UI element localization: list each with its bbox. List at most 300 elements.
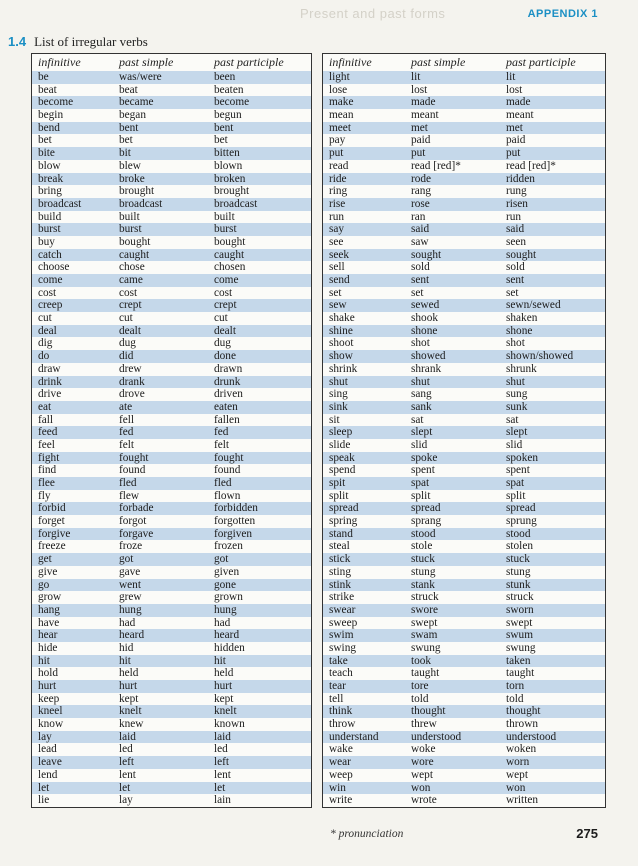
table-row [32, 363, 311, 376]
section-number: 1.4 [8, 34, 27, 49]
table-row [32, 705, 311, 718]
cell-past-participle: met [506, 121, 523, 134]
cell-past-simple: slept [411, 426, 433, 439]
cell-past-participle: swept [506, 616, 533, 629]
cell-past-participle: stolen [506, 540, 533, 553]
cell-past-simple: lost [411, 83, 428, 96]
cell-infinitive: cut [38, 312, 52, 325]
cell-infinitive: draw [38, 362, 61, 375]
cell-past-simple: thought [411, 705, 446, 718]
table-row [323, 249, 605, 262]
cell-past-participle: burst [214, 223, 237, 236]
cell-infinitive: begin [38, 109, 64, 122]
cell-past-participle: stung [506, 565, 531, 578]
cell-past-simple: broadcast [119, 197, 163, 210]
cell-past-participle: broadcast [214, 197, 258, 210]
cell-past-participle: come [214, 274, 239, 286]
cell-past-participle: chosen [214, 261, 246, 274]
cell-infinitive: lead [38, 743, 57, 756]
cell-past-simple: laid [119, 730, 136, 743]
cell-past-participle: dug [214, 337, 231, 350]
table-row [323, 502, 605, 515]
cell-past-simple: split [411, 489, 431, 502]
table-row [323, 528, 605, 541]
cell-past-participle: blown [214, 159, 243, 172]
cell-past-participle: sprung [506, 515, 537, 528]
cell-infinitive: slide [329, 438, 351, 451]
table-row [323, 591, 605, 604]
cell-past-participle: struck [506, 591, 534, 604]
cell-infinitive: hurt [38, 680, 57, 692]
cell-past-simple: wrote [411, 794, 437, 807]
cell-past-simple: told [411, 692, 429, 705]
cell-infinitive: beat [38, 83, 57, 96]
table-row [32, 693, 311, 706]
cell-past-simple: took [411, 654, 432, 667]
cell-past-participle: hidden [214, 641, 245, 654]
cell-infinitive: sit [329, 413, 340, 426]
table-row [323, 84, 605, 97]
cell-past-simple: dug [119, 337, 136, 350]
cell-past-simple: stole [411, 540, 433, 553]
table-row [32, 579, 311, 592]
cell-past-participle: been [214, 71, 236, 83]
cell-infinitive: fight [38, 451, 60, 464]
cell-past-simple: shrank [411, 362, 442, 375]
cell-past-simple: saw [411, 235, 429, 248]
table-row [323, 426, 605, 439]
cell-past-simple: said [411, 223, 430, 236]
cell-infinitive: broadcast [38, 197, 82, 210]
cell-past-simple: left [119, 756, 135, 769]
table-row [323, 122, 605, 135]
cell-past-simple: understood [411, 730, 462, 743]
cell-past-simple: read [red]* [411, 159, 461, 172]
cell-past-simple: made [411, 96, 436, 109]
cell-past-participle: fled [214, 477, 232, 489]
table-row [323, 756, 605, 769]
cell-infinitive: understand [329, 730, 379, 743]
cell-past-simple: froze [119, 540, 143, 553]
cell-past-simple: kept [119, 692, 139, 705]
cell-past-simple: fled [119, 477, 137, 489]
cell-past-simple: sang [411, 388, 432, 401]
cell-past-participle: fallen [214, 413, 240, 426]
cell-infinitive: win [329, 781, 346, 794]
cell-past-simple: spoke [411, 451, 438, 464]
cell-past-participle: told [506, 692, 524, 705]
table-row [32, 515, 311, 528]
table-row [32, 528, 311, 541]
table-row [323, 236, 605, 249]
cell-past-simple: stank [411, 578, 435, 591]
cell-past-simple: began [119, 109, 146, 122]
cell-infinitive: bet [38, 134, 52, 147]
cell-past-simple: met [411, 121, 428, 134]
cell-infinitive: bend [38, 121, 60, 134]
cell-infinitive: build [38, 210, 62, 223]
cell-past-participle: fought [214, 451, 244, 464]
table-row [32, 147, 311, 160]
cell-infinitive: buy [38, 235, 55, 248]
cell-infinitive: wake [329, 743, 353, 756]
cell-infinitive: give [38, 565, 58, 578]
cell-past-participle: given [214, 565, 240, 578]
table-row [323, 71, 605, 84]
cell-past-participle: swum [506, 629, 533, 642]
cell-past-simple: did [119, 350, 134, 363]
cell-past-simple: lent [119, 768, 136, 781]
table-row [323, 439, 605, 452]
table-body [32, 71, 311, 807]
table-row [32, 540, 311, 553]
cell-infinitive: lend [38, 768, 58, 781]
cell-infinitive: spit [329, 477, 346, 489]
cell-infinitive: think [329, 705, 353, 718]
cell-past-participle: built [214, 210, 235, 223]
cell-infinitive: swim [329, 629, 354, 642]
cell-infinitive: do [38, 350, 50, 363]
table-row [32, 439, 311, 452]
cell-past-participle: torn [506, 680, 525, 692]
table-row [32, 84, 311, 97]
cell-past-participle: set [506, 286, 519, 299]
table-row [323, 617, 605, 630]
table-row [323, 655, 605, 668]
cell-past-simple: wore [411, 756, 434, 769]
table-row [32, 249, 311, 262]
cell-past-simple: bet [119, 134, 133, 147]
cell-infinitive: forbid [38, 502, 66, 515]
cell-past-participle: laid [214, 730, 231, 743]
cell-past-participle: meant [506, 109, 534, 122]
table-row [323, 325, 605, 338]
cell-past-simple: hid [119, 641, 134, 654]
cell-infinitive: come [38, 274, 63, 286]
cell-past-simple: ate [119, 400, 133, 413]
cell-infinitive: have [38, 616, 60, 629]
cell-past-participle: spoken [506, 451, 539, 464]
cell-past-participle: caught [214, 248, 245, 261]
table-row [323, 185, 605, 198]
cell-past-participle: felt [214, 438, 230, 451]
cell-past-simple: set [411, 286, 424, 299]
table-row [32, 680, 311, 693]
cell-infinitive: spring [329, 515, 358, 528]
appendix-label: APPENDIX 1 [527, 8, 598, 20]
cell-infinitive: see [329, 235, 344, 248]
cell-past-participle: taught [506, 667, 535, 680]
cell-past-simple: ran [411, 210, 426, 223]
cell-infinitive: put [329, 147, 344, 160]
cell-infinitive: speak [329, 451, 355, 464]
cell-past-simple: became [119, 96, 154, 109]
table-row [32, 667, 311, 680]
cell-past-simple: shook [411, 312, 438, 325]
cell-past-simple: came [119, 274, 143, 286]
cell-infinitive: grow [38, 591, 62, 604]
cell-past-simple: sat [411, 413, 424, 426]
cell-infinitive: know [38, 718, 64, 731]
table-row [323, 376, 605, 389]
table-row [32, 122, 311, 135]
cell-past-participle: slept [506, 426, 528, 439]
table-row [323, 299, 605, 312]
cell-past-simple: spent [411, 464, 435, 477]
cell-past-simple: wept [411, 768, 433, 781]
page-number: 275 [576, 826, 598, 841]
cell-past-participle: stuck [506, 553, 530, 566]
cell-past-simple: bent [119, 121, 139, 134]
section-title: List of irregular verbs [34, 34, 148, 49]
cell-past-participle: dealt [214, 324, 236, 337]
cell-infinitive: become [38, 96, 74, 109]
table-row [323, 705, 605, 718]
table-row [323, 363, 605, 376]
table-row [32, 731, 311, 744]
cell-past-simple: rose [411, 197, 430, 210]
cell-past-simple: beat [119, 83, 138, 96]
table-row [323, 198, 605, 211]
cell-past-participle: spat [506, 477, 525, 489]
table-row [32, 782, 311, 795]
cell-past-participle: stunk [506, 578, 531, 591]
cell-past-participle: had [214, 616, 231, 629]
table-row [32, 477, 311, 490]
table-row [323, 388, 605, 401]
table-row [32, 185, 311, 198]
cell-past-simple: showed [411, 350, 446, 363]
cell-past-participle: put [506, 147, 521, 160]
table-row [32, 629, 311, 642]
table-row [32, 566, 311, 579]
cell-past-participle: risen [506, 197, 528, 210]
cell-past-simple: won [411, 781, 431, 794]
table-row [32, 261, 311, 274]
cell-past-simple: caught [119, 248, 150, 261]
cell-infinitive: hold [38, 667, 59, 680]
table-row [323, 109, 605, 122]
cell-past-participle: sung [506, 388, 528, 401]
cell-past-participle: said [506, 223, 525, 236]
cell-past-participle: gone [214, 578, 236, 591]
cell-past-participle: kept [214, 692, 234, 705]
cell-past-simple: hurt [119, 680, 138, 692]
table-row [323, 261, 605, 274]
cell-past-simple: held [119, 667, 139, 680]
cell-past-participle: shut [506, 375, 525, 388]
cell-infinitive: hide [38, 641, 58, 654]
cell-past-participle: lit [506, 71, 516, 83]
cell-infinitive: freeze [38, 540, 66, 553]
cell-infinitive: sting [329, 565, 351, 578]
cell-past-simple: shone [411, 324, 438, 337]
cell-infinitive: teach [329, 667, 353, 680]
cell-past-simple: struck [411, 591, 439, 604]
cell-infinitive: swing [329, 641, 356, 654]
cell-infinitive: hit [38, 654, 50, 667]
cell-past-participle: slid [506, 438, 523, 451]
cell-past-simple: broke [119, 172, 145, 185]
cell-infinitive: bring [38, 185, 62, 198]
cell-past-simple: cut [119, 312, 133, 325]
cell-past-participle: stood [506, 527, 531, 540]
table-row [323, 274, 605, 287]
cell-past-simple: hit [119, 654, 131, 667]
cell-past-participle: crept [214, 299, 237, 312]
cell-past-simple: slid [411, 438, 428, 451]
header-infinitive: infinitive [38, 55, 81, 69]
cell-infinitive: choose [38, 261, 70, 274]
cell-infinitive: fly [38, 489, 51, 502]
cell-infinitive: kneel [38, 705, 63, 718]
cell-infinitive: let [38, 781, 50, 794]
table-row [323, 223, 605, 236]
cell-infinitive: break [38, 172, 64, 185]
header-past-participle: past participle [506, 55, 576, 69]
cell-infinitive: spread [329, 502, 359, 515]
cell-past-participle: done [214, 350, 236, 363]
cell-past-simple: rode [411, 172, 432, 185]
table-row [32, 211, 311, 224]
cell-infinitive: sink [329, 400, 348, 413]
cell-past-participle: wept [506, 768, 528, 781]
cell-past-simple: stung [411, 565, 436, 578]
cell-infinitive: creep [38, 299, 63, 312]
table-row [32, 769, 311, 782]
cell-past-participle: let [214, 781, 226, 794]
cell-infinitive: run [329, 210, 345, 223]
cell-past-participle: driven [214, 388, 243, 401]
cell-past-participle: ridden [506, 172, 535, 185]
table-row [323, 743, 605, 756]
cell-past-simple: was/were [119, 71, 162, 83]
table-row [323, 173, 605, 186]
cell-past-simple: forbade [119, 502, 154, 515]
cell-past-simple: sold [411, 261, 430, 274]
table-row [32, 464, 311, 477]
table-row [32, 553, 311, 566]
table-row [323, 553, 605, 566]
cell-infinitive: mean [329, 109, 354, 122]
cell-infinitive: forgive [38, 527, 71, 540]
cell-past-participle: spent [506, 464, 530, 477]
cell-past-simple: flew [119, 489, 140, 502]
cell-past-participle: brought [214, 185, 250, 198]
table-row [323, 604, 605, 617]
cell-past-simple: cost [119, 286, 138, 299]
cell-past-simple: sent [411, 274, 430, 286]
table-row [32, 426, 311, 439]
cell-past-participle: broken [214, 172, 246, 185]
cell-past-participle: known [214, 718, 245, 731]
verb-table-left [31, 53, 312, 808]
cell-past-participle: forgotten [214, 515, 256, 528]
table-header [32, 54, 311, 71]
table-row [32, 604, 311, 617]
cell-past-participle: bent [214, 121, 234, 134]
cell-past-simple: led [119, 743, 133, 756]
cell-past-participle: drawn [214, 362, 243, 375]
cell-infinitive: strike [329, 591, 355, 604]
cell-past-participle: thought [506, 705, 541, 718]
table-row [323, 401, 605, 414]
header-past-simple: past simple [411, 55, 466, 69]
table-row [323, 337, 605, 350]
cell-infinitive: stick [329, 553, 351, 566]
table-row [323, 96, 605, 109]
cell-past-participle: sent [506, 274, 525, 286]
cell-infinitive: wear [329, 756, 351, 769]
cell-infinitive: send [329, 274, 350, 286]
cell-past-simple: woke [411, 743, 436, 756]
table-row [323, 540, 605, 553]
cell-past-simple: built [119, 210, 140, 223]
cell-past-participle: begun [214, 109, 242, 122]
cell-past-participle: fed [214, 426, 229, 439]
cell-infinitive: shoot [329, 337, 354, 350]
cell-infinitive: lie [38, 794, 50, 807]
cell-past-participle: shown/showed [506, 350, 574, 363]
cell-past-participle: written [506, 794, 538, 807]
cell-past-simple: shut [411, 375, 430, 388]
cell-past-simple: spread [411, 502, 441, 515]
cell-past-participle: sought [506, 248, 537, 261]
cell-past-simple: put [411, 147, 426, 160]
cell-past-participle: rung [506, 185, 527, 198]
cell-past-participle: grown [214, 591, 243, 604]
table-row [32, 173, 311, 186]
cell-past-participle: bet [214, 134, 228, 147]
table-row [32, 223, 311, 236]
table-row [323, 579, 605, 592]
cell-infinitive: hang [38, 603, 60, 616]
cell-past-simple: stood [411, 527, 436, 540]
cell-infinitive: flee [38, 477, 55, 489]
cell-past-participle: hung [214, 603, 237, 616]
cell-past-participle: forbidden [214, 502, 258, 515]
cell-past-participle: flown [214, 489, 241, 502]
cell-infinitive: shrink [329, 362, 358, 375]
cell-infinitive: stink [329, 578, 351, 591]
cell-past-participle: drunk [214, 375, 241, 388]
table-row [32, 109, 311, 122]
cell-infinitive: light [329, 71, 350, 83]
cell-past-participle: sewn/sewed [506, 299, 561, 312]
cell-infinitive: sew [329, 299, 347, 312]
table-row [323, 160, 605, 173]
cell-past-simple: taught [411, 667, 440, 680]
cell-past-simple: lay [119, 794, 133, 807]
cell-infinitive: split [329, 489, 349, 502]
table-row [32, 617, 311, 630]
table-row [32, 299, 311, 312]
cell-past-participle: paid [506, 134, 526, 147]
cell-past-simple: hung [119, 603, 142, 616]
cell-past-simple: brought [119, 185, 155, 198]
cell-past-simple: dealt [119, 324, 141, 337]
cell-past-participle: thrown [506, 718, 539, 731]
table-row [323, 147, 605, 160]
table-row [32, 756, 311, 769]
cell-past-participle: split [506, 489, 526, 502]
cell-past-participle: beaten [214, 83, 244, 96]
cell-infinitive: show [329, 350, 353, 363]
table-row [323, 490, 605, 503]
cell-past-simple: sought [411, 248, 442, 261]
table-row [32, 490, 311, 503]
cell-past-simple: had [119, 616, 136, 629]
